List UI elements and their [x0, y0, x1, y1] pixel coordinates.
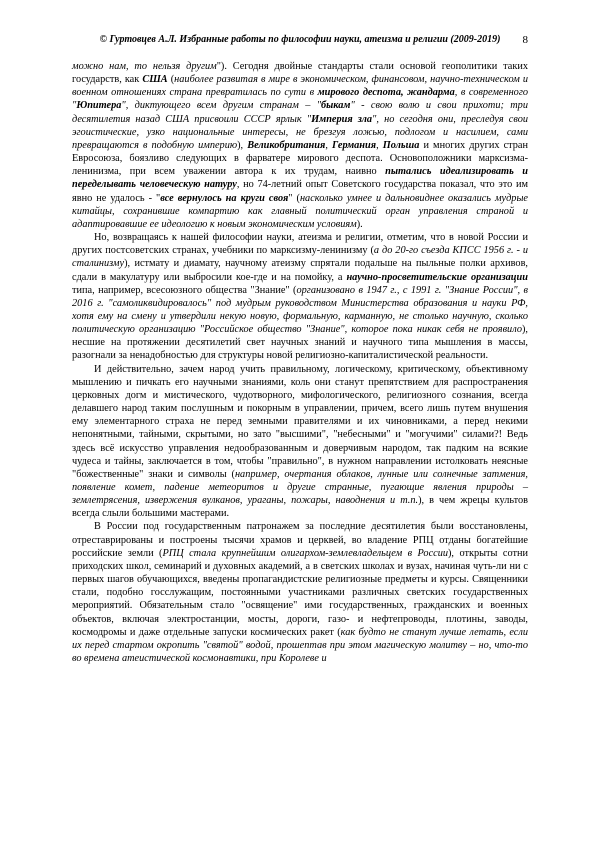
text-run: "). Сегодня двойные стандарты стали основой геополитики таких государств, как [72, 61, 528, 86]
text-run: научно-просветительские организации [346, 271, 528, 283]
text-run: Юпитера [76, 100, 122, 112]
text-run: ", но сегодня они, преследуя свои эгоистические, узко национальные интересы, не брезгуя ложью, подлогом и насилием, сами превращаются в подобную империю [72, 113, 529, 151]
text-run: " - свою волю и свои прихоти; три десятилетия назад США присвоили СССР ярлык " [72, 100, 528, 125]
text-run: , в современного " [72, 87, 529, 112]
paragraph [72, 231, 528, 363]
paragraph [72, 363, 528, 521]
text-run: типа, например, всесоюзного общества "Знание" ( [72, 284, 297, 296]
document-body [72, 60, 528, 665]
text-run: РПЦ стала крупнейшим олигархом-землевладельцем в России [162, 547, 448, 559]
text-run: Великобритания [247, 139, 326, 151]
text-run: ), истмату и диамату, научному атеизму спрятали подальше на пыльные полки архивов, сдали в макулатуру или выбросили кое-где и на помойку, а [72, 258, 528, 283]
text-run: " ( [288, 192, 300, 204]
text-run: ), открыты сотни приходских школ, семинарий и духовных академий, а в светских школах и вузах, начиная чуть-ли ни с первых шагов обучающихся, введены пропагандистские религиозные предметы и курсы. Священники стали, подобно госслужащим, постоянными участниками различных светских государственных мероприятий. Обязательным стало "освящение" ими государственных, гражданских и военных объектов, включая электростанции, мосты, дороги, газо- и нефтепроводы, плотины, заводы, космодромы и даже отдельные запуски космических ракет ( [72, 547, 528, 638]
text-run: Но, возвращаясь к нашей философии науки, атеизма и религии, отметим, что в новой России и других постсоветских странах, учебники по марксизму-ленинизму ( [72, 232, 528, 257]
text-run: И действительно, зачем народ учить правильному, логическому, критическому, объективному мышлению и пичкать его научными знаниями, коль они станут препятствием для распространения церковных догм и мистического, чудотворного, мифологического, религиозного сознания, всегда делавшего народ таким послушным и покорным в управлении, причем, всего лишь путем внушения ему элементарного страха не перед земными правителями и их чиновниками, а перед некими непонятными, тайными, скрытыми, но зато "высшими", "небесными" и "могучими" силами?! Ведь здесь всё искусство управления недообразованным и доверчивым народом, так падким на всякие чудеса и тайны, заключается в том, чтобы "правильно", в нужном направлении истолковать неясные "божественные" знаки и символы ( [72, 363, 528, 480]
text-run: США [142, 74, 168, 86]
text-run: , но 74-летний опыт Советского государства показал, что это им явно не удалось - " [72, 179, 528, 204]
text-run: наиболее развитая в мире в экономическом, финансовом, научно-техническом и военном отношениях страна превратилась по сути в [72, 74, 528, 99]
header-title: © Гуртовцев А.Л. Избранные работы по философии науки, атеизма и религии (2009-2019) [99, 34, 501, 45]
text-run: все вернулось на круги своя [160, 192, 289, 204]
text-run: быкам [321, 100, 351, 112]
text-run: Польша [382, 139, 420, 151]
text-run: ( [167, 74, 175, 86]
text-run: Германия [331, 139, 377, 151]
text-run: а до 20-го съезда КПСС 1956 г. - и сталинизму [72, 245, 528, 270]
text-run: Империя зла [311, 113, 373, 125]
text-run: ). [356, 218, 363, 230]
text-run: В России под государственным патронажем за последние десятилетия были восстановлены, отреставрированы и построены тысячи храмов и церквей, во владение РПЦ отданы богатейшие российские земли ( [72, 521, 528, 559]
text-run: можно нам, то нельзя другим [72, 61, 217, 72]
text-run: ), несшие на протяжении десятилетий свет научных знаний и научного типа мышления в массы, разогнали за ненадобностью для структуры новой религиозно-капиталистической реальности. [72, 324, 528, 362]
text-run: ), в чем жрецы культов всегда слыли большими мастерами. [72, 495, 529, 520]
text-run: ), [237, 139, 248, 151]
page-number: 8 [522, 34, 528, 46]
text-run: пытались идеализировать и переделывать человеческую натуру [72, 166, 528, 191]
paragraph [72, 520, 528, 665]
text-run: организовано в 1947 г., с 1991 г. "Знание России", в 2016 г. "самоликвидировалось" под мудрым руководством Министерства образования и науки РФ, хотя ему на смену и утвердили некую новую, формальную, карманную, не столько научную, сколько политическую организацию "Российское общество "Знание", которое пока никак себя не проявило [72, 284, 529, 336]
text-run: и многих других стран Евросоюза, боязливо следующих в фарватере мирового деспота. Основоположники марксизма-ленинизма, при всем уважении автора к их трудам, наивно [72, 139, 528, 178]
text-run: , [376, 139, 383, 151]
text-run: как будто не станут лучше летать, если их перед стартом окропить "святой" водой, прошептав при этом магическую молитву – но, что-то во времена атеистической космонавтики, при Королеве и [72, 626, 528, 665]
text-run: насколько умнее и дальновиднее оказались мудрые китайцы, сохранившие компартию как главный политический орган управления страной и адаптировавшие ее идеологию к новым экономическим условиям [72, 192, 528, 230]
running-header [72, 34, 528, 46]
paragraph [72, 60, 528, 231]
text-run: ", диктующего всем другим странам – " [121, 100, 322, 112]
text-run: например, очертания облаков, лунные или солнечные затмения, появление комет, падение метеоритов и другие странные, пугающие явления природы – землетрясения, извержения вулканов, ураганы, пожары, наводнения и т.п. [72, 468, 528, 507]
text-run: мирового деспота, жандарма [317, 87, 455, 99]
text-run: , [325, 139, 332, 151]
